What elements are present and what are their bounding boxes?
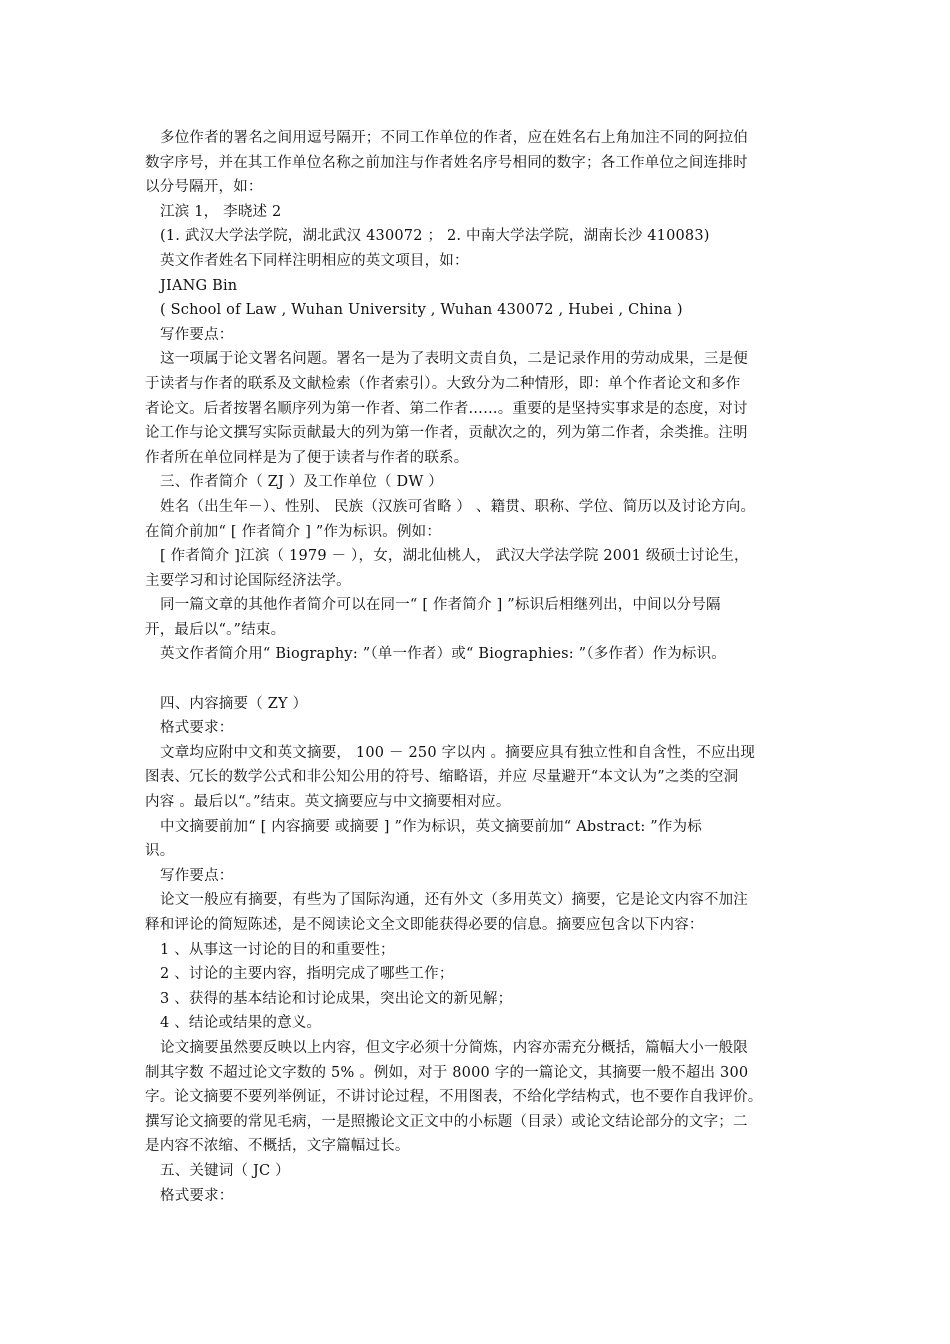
text-line: 格式要求： [160, 1187, 234, 1204]
text-line: 中文摘要前加“ [ 内容摘要 或摘要 ] ”作为标识，英文摘要前加“ Abstract: ”作为标 [160, 818, 702, 835]
text-line: 3 、获得的基本结论和讨论成果，突出论文的新见解； [160, 990, 513, 1007]
text-line: 开，最后以“。”结束。 [145, 621, 286, 638]
text-line: 姓名（出生年－）、性别、 民族（汉族可省略 ） 、籍贯、职称、学位、简历以及讨论方向。 [160, 498, 756, 515]
text-line: 英文作者姓名下同样注明相应的英文项目，如： [160, 252, 469, 269]
text-line: 以分号隔开，如： [145, 179, 263, 196]
text-line: 写作要点： [160, 326, 234, 343]
text-line: (1. 武汉大学法学院，湖北武汉 430072 ； 2. 中南大学法学院，湖南长沙 410083) [160, 228, 710, 245]
text-line: 论工作与论文撰写实际贡献最大的列为第一作者，贡献次之的，列为第二作者，余类推。注明 [145, 425, 748, 442]
text-line: 内容 。最后以“。”结束。英文摘要应与中文摘要相对应。 [145, 794, 511, 811]
text-line: [ 作者简介 ]江滨（ 1979 － ），女，湖北仙桃人， 武汉大学法学院 2001 级硕士讨论生， [160, 548, 749, 565]
text-line: 这一项属于论文署名问题。署名一是为了表明文责自负，二是记录作用的劳动成果，三是便 [160, 351, 748, 368]
text-line: 是内容不浓缩、不概括，文字篇幅过长。 [145, 1138, 410, 1155]
text-line: JIANG Bin [160, 277, 238, 294]
blank-line [0, 667, 950, 692]
text-line: 图表、冗长的数学公式和非公知公用的符号、缩略语，并应 尽量避开“本文认为”之类的空洞 [145, 769, 739, 786]
text-line: 写作要点： [160, 867, 234, 884]
text-line: 三、作者简介（ ZJ ）及工作单位（ DW ） [160, 474, 443, 491]
text-line: 制其字数 不超过论文字数的 5% 。例如，对于 8000 字的一篇论文，其摘要一般不超出 300 [145, 1064, 749, 1081]
text-line: 者论文。后者按署名顺序列为第一作者、第二作者……。重要的是坚持实事求是的态度，对讨 [145, 400, 748, 417]
text-line: 英文作者简介用“ Biography: ”（单一作者）或“ Biographies: ”（多作者）作为标识。 [160, 646, 727, 663]
text-line: 格式要求： [160, 720, 234, 737]
text-line: 释和评论的简短陈述，是不阅读论文全文即能获得必要的信息。摘要应包含以下内容： [145, 917, 704, 933]
text-line: 四、内容摘要（ ZY ） [160, 695, 308, 712]
text-line: 于读者与作者的联系及文献检索（作者索引）。大致分为二种情形，即：单个作者论文和多作 [145, 375, 741, 392]
text-line: 文章均应附中文和英文摘要， 100 － 250 字以内 。摘要应具有独立性和自含性，不应出现 [160, 744, 756, 761]
text-line: 论文摘要虽然要反映以上内容，但文字必须十分简炼，内容亦需充分概括，篇幅大小一般限 [160, 1039, 748, 1056]
text-line: 江滨 1， 李晓述 2 [160, 203, 282, 220]
text-line: 撰写论文摘要的常见毛病，一是照搬论文正文中的小标题（目录）或论文结论部分的文字；二 [145, 1113, 748, 1130]
text-line: ( School of Law , Wuhan University , Wuhan 430072 , Hubei , China ) [160, 302, 683, 319]
text-line: 在简介前加“ [ 作者简介 ] ”作为标识。例如： [145, 523, 442, 540]
text-line: 作者所在单位同样是为了便于读者与作者的联系。 [145, 449, 469, 466]
text-line: 主要学习和讨论国际经济法学。 [145, 572, 351, 589]
text-line: 识。 [145, 843, 175, 860]
text-line: 字。论文摘要不要列举例证，不讲讨论过程，不用图表，不给化学结构式，也不要作自我评价。 [145, 1089, 763, 1106]
text-line: 数字序号，并在其工作单位名称之前加注与作者姓名序号相同的数字；各工作单位之间连排时 [145, 154, 748, 171]
text-line: 论文一般应有摘要，有些为了国际沟通，还有外文（多用英文）摘要，它是论文内容不加注 [160, 892, 748, 909]
document-body [0, 126, 950, 1208]
text-line: 2 、讨论的主要内容，指明完成了哪些工作； [160, 966, 454, 983]
text-line: 五、关键词（ JC ） [160, 1162, 290, 1179]
text-line: 1 、从事这一讨论的目的和重要性； [160, 941, 395, 958]
text-line: 4 、结论或结果的意义。 [160, 1015, 322, 1032]
text-line: 多位作者的署名之间用逗号隔开；不同工作单位的作者，应在姓名右上角加注不同的阿拉伯 [160, 130, 748, 146]
text-line: 同一篇文章的其他作者简介可以在同一“ [ 作者简介 ] ”标识后相继列出，中间以分号隔 [160, 597, 721, 614]
